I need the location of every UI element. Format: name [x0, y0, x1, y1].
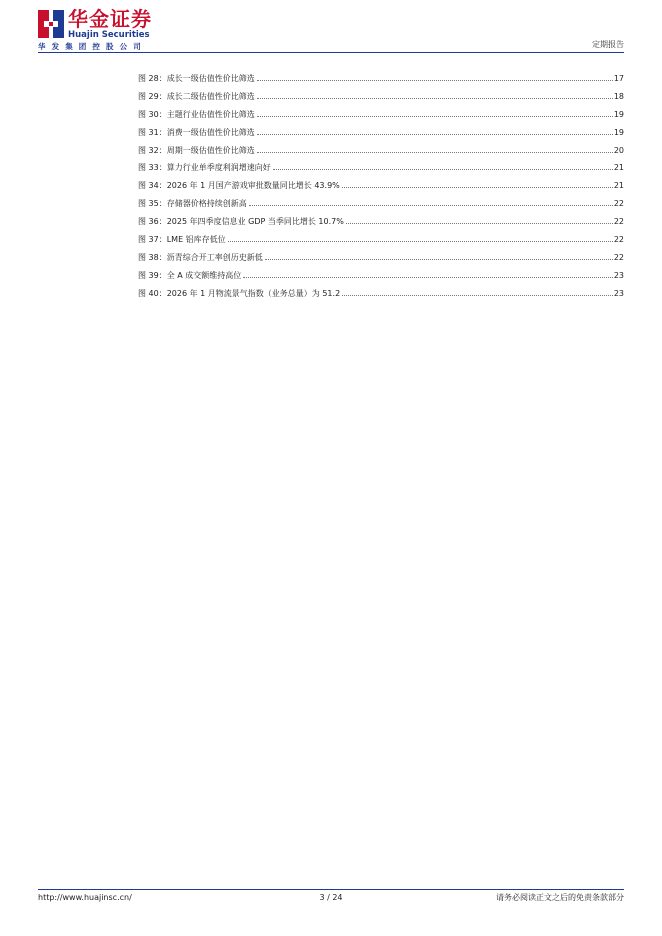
toc-entry[interactable]	[138, 235, 624, 253]
toc-entry[interactable]	[138, 271, 624, 289]
toc-dot-leader	[257, 128, 613, 135]
toc-entry-label: 图 37：LME 铝库存低位	[138, 235, 226, 245]
toc-entry-page: 17	[613, 74, 624, 83]
logo-chinese-name: 华金证券	[68, 7, 152, 31]
toc-entry-label: 图 34：2026 年 1 月国产游戏审批数量同比增长 43.9%	[138, 181, 340, 191]
toc-dot-leader	[257, 110, 613, 117]
toc-entry-label: 图 38：沥青综合开工率创历史新低	[138, 252, 263, 262]
figure-table-of-contents	[138, 74, 624, 307]
toc-entry-page: 18	[613, 91, 624, 101]
toc-dot-leader	[257, 92, 613, 99]
page-header	[38, 8, 624, 54]
toc-entry-page: 19	[613, 109, 624, 119]
toc-entry-label: 图 40：2026 年 1 月物流景气指数（业务总量）为 51.2	[138, 288, 341, 298]
report-type-label: 定期报告	[592, 40, 624, 49]
toc-entry-label: 图 30：主题行业估值性价比筛选	[138, 109, 255, 119]
disclaimer-note: 请务必阅读正文之后的免责条款部分	[496, 893, 624, 902]
toc-entry[interactable]	[138, 199, 624, 217]
footer-divider	[38, 889, 624, 890]
header-divider	[38, 52, 624, 53]
toc-entry-page: 23	[613, 288, 624, 298]
toc-entry-page: 23	[613, 270, 624, 280]
page-number: 3 / 24	[319, 893, 343, 902]
toc-entry-label: 图 32：周期一级估值性价比筛选	[138, 145, 255, 155]
logo-english-name: Huajin Securities	[68, 30, 150, 40]
toc-entry-label: 图 31：消费一级估值性价比筛选	[138, 127, 255, 137]
toc-entry[interactable]	[138, 253, 624, 271]
toc-entry-page: 22	[613, 252, 624, 262]
toc-entry-label: 图 39：全 A 成交额维持高位	[138, 270, 242, 280]
toc-dot-leader	[249, 199, 613, 206]
toc-entry-page: 20	[613, 145, 624, 155]
toc-entry-page: 22	[613, 235, 624, 245]
toc-entry-label: 图 28：成长一级估值性价比筛选	[138, 74, 255, 83]
page-footer	[38, 893, 624, 905]
toc-dot-leader	[346, 217, 613, 224]
toc-dot-leader	[257, 146, 613, 153]
huajin-logo-icon	[38, 10, 64, 38]
toc-entry[interactable]	[138, 92, 624, 110]
toc-entry[interactable]	[138, 289, 624, 307]
toc-entry-label: 图 36：2025 年四季度信息业 GDP 当季同比增长 10.7%	[138, 217, 344, 227]
toc-entry[interactable]	[138, 163, 624, 181]
toc-dot-leader	[228, 235, 613, 242]
toc-entry-page: 21	[613, 163, 624, 173]
toc-entry[interactable]	[138, 217, 624, 235]
toc-entry[interactable]	[138, 74, 624, 92]
website-link[interactable]: http://www.huajinsc.cn/	[38, 893, 132, 902]
toc-dot-leader	[257, 74, 613, 81]
toc-entry[interactable]	[138, 128, 624, 146]
toc-entry[interactable]	[138, 181, 624, 199]
toc-entry[interactable]	[138, 146, 624, 164]
toc-dot-leader	[342, 289, 613, 296]
toc-dot-leader	[243, 271, 613, 278]
toc-entry-page: 19	[613, 127, 624, 137]
toc-dot-leader	[265, 253, 613, 260]
toc-entry[interactable]	[138, 110, 624, 128]
toc-dot-leader	[342, 181, 613, 188]
toc-entry-label: 图 33：算力行业单季度利润增速向好	[138, 163, 271, 173]
toc-entry-page: 22	[613, 217, 624, 227]
toc-entry-label: 图 35：存储器价格持续创新高	[138, 199, 247, 209]
parent-company-label: 华发集团控股公司	[38, 42, 147, 51]
toc-entry-label: 图 29：成长二级估值性价比筛选	[138, 91, 255, 101]
toc-entry-page: 21	[613, 181, 624, 191]
toc-entry-page: 22	[613, 199, 624, 209]
toc-dot-leader	[273, 163, 613, 170]
